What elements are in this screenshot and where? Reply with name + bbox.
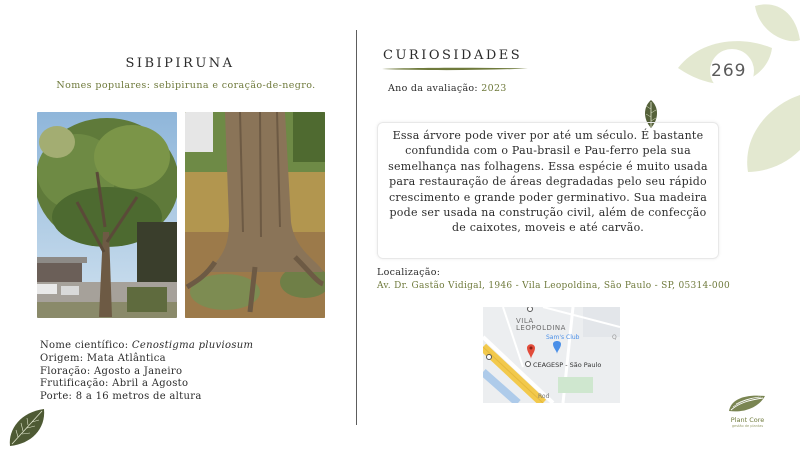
leaf-shape — [755, 4, 800, 41]
origin-line: Origem: Mata Atlântica — [40, 352, 166, 364]
brand-name: Plant Core — [730, 416, 765, 424]
leaf-shape — [747, 95, 800, 172]
map-road-label: Rod — [538, 393, 550, 400]
brand-tagline: gestão de plantas — [731, 424, 764, 428]
curiosities-title: CURIOSIDADES — [383, 48, 523, 63]
location-label: Localização: — [377, 267, 441, 278]
map-pin-label: CEAGESP - São Paulo — [533, 361, 602, 369]
scientific-name-line — [40, 340, 253, 353]
evaluation-year-label: Ano da avaliação: — [388, 83, 478, 94]
size-line: Porte: 8 a 16 metros de altura — [40, 391, 202, 403]
map-district-line2: LEOPOLDINA — [516, 324, 566, 332]
location-address: Av. Dr. Gastão Vidigal, 1946 - Vila Leopoldina, São Paulo - SP, 05314-000 — [377, 281, 730, 291]
location-map[interactable] — [483, 307, 620, 403]
plant-core-logo-icon — [727, 393, 767, 415]
map-graphic — [483, 307, 620, 403]
evaluation-year-value: 2023 — [481, 83, 507, 94]
species-title: SIBIPIRUNA — [125, 56, 235, 71]
tree-canopy-photo — [37, 112, 177, 318]
description-text: Essa árvore pode viver por até um século. É bastante confundida com o Pau-brasil e Pau-ferro pela sua semelhança nas folhagens. Essa espécie é muito usada para restauração de áreas degradadas pelo seu rápido crescimento e grande poder germinativo. Sua madeira pode ser usada na construção civil, além de confecção de caixotes, moveis e até carvão. — [388, 129, 708, 235]
map-district-line1: VILA — [516, 317, 534, 325]
scientific-name-label: Nome científico: — [40, 340, 129, 351]
scientific-name-value: Cenostigma pluviosum — [131, 340, 254, 351]
flowering-line: Floração: Agosto a Janeiro — [40, 365, 183, 377]
map-store-label: Sam's Club — [546, 334, 580, 341]
leaf-decoration-bottom-left — [6, 404, 48, 448]
column-divider — [356, 30, 357, 425]
species-facts — [40, 340, 253, 404]
fruiting-line: Frutificação: Abril a Agosto — [40, 378, 189, 390]
evaluation-year — [388, 83, 507, 94]
brush-underline — [381, 66, 529, 72]
popular-names: Nomes populares: sebipiruna e coração-de-negro. — [56, 80, 316, 91]
tree-trunk-photo — [185, 112, 325, 318]
map-edge-label: Q — [612, 334, 617, 341]
tree-number-badge: 269 — [711, 61, 747, 81]
description-card — [377, 122, 719, 259]
